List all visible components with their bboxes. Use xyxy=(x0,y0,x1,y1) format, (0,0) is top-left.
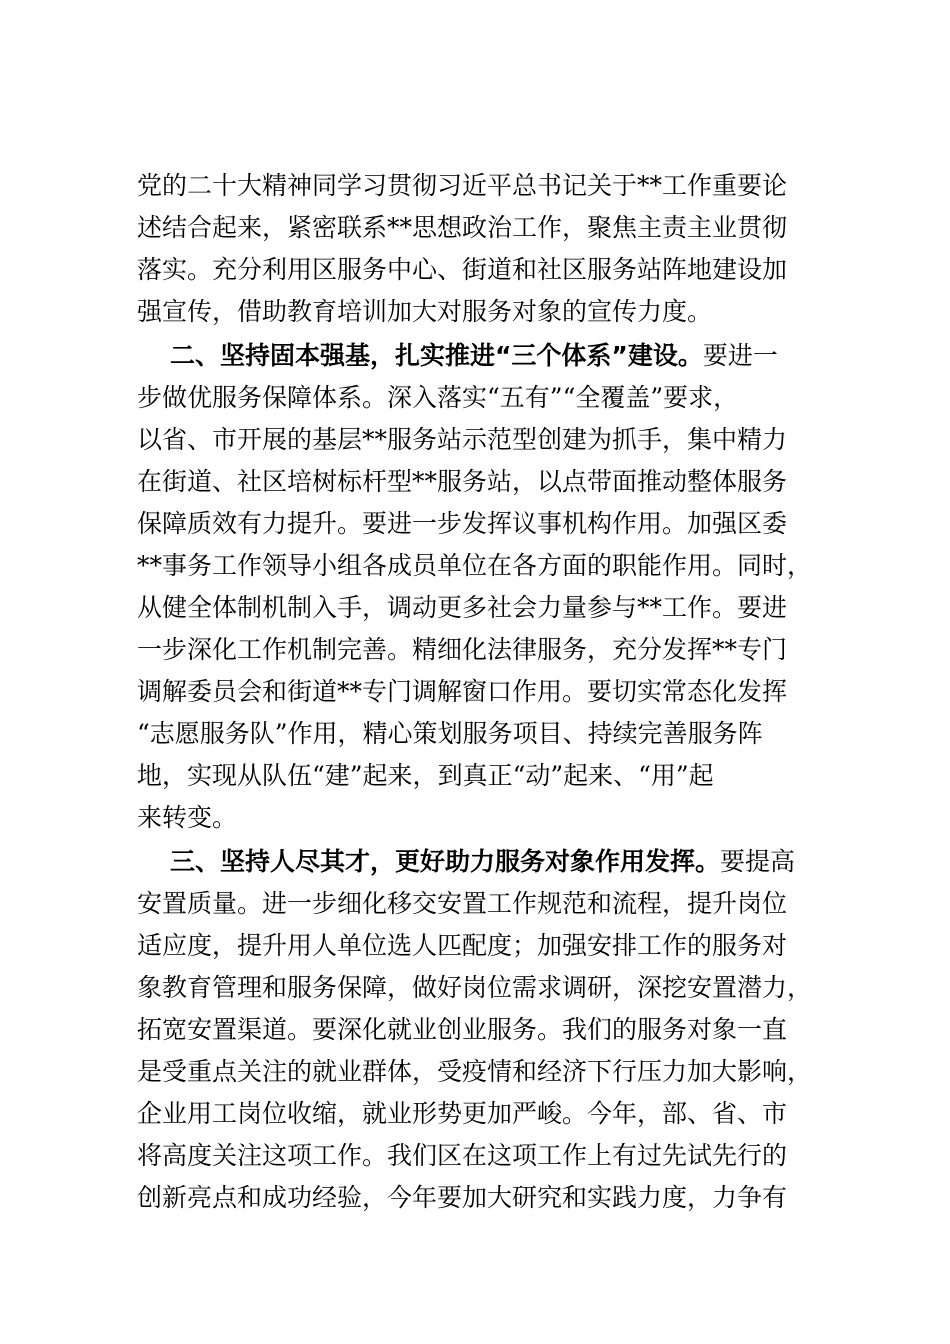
p2-first-line-rest: 要进一 xyxy=(702,341,778,370)
p2-line-2: 步做优服务保障体系。深入落实“五有”“全覆盖”要求， xyxy=(137,383,739,412)
p2-line-12: 来转变。 xyxy=(137,803,238,832)
p2-heading: 二、坚持固本强基，扎实推进“三个体系”建设。 xyxy=(170,341,703,370)
p2-line-3: 以省、市开展的基层**服务站示范型创建为抓手，集中精力 xyxy=(137,425,788,454)
p3-line-9: 创新亮点和成功经验，今年要加大研究和实践力度，力争有 xyxy=(137,1183,788,1212)
p3-line-3: 适应度，提升用人单位选人匹配度；加强安排工作的服务对 xyxy=(137,931,788,960)
p3-line-5: 拓宽安置渠道。要深化就业创业服务。我们的服务对象一直 xyxy=(137,1015,788,1044)
p1-line-2: 述结合起来，紧密联系**思想政治工作，聚焦主责主业贯彻 xyxy=(137,213,788,242)
p1-line-3: 落实。充分利用区服务中心、街道和社区服务站阵地建设加 xyxy=(137,255,788,284)
p2-line-8: 一步深化工作机制完善。精细化法律服务，充分发挥**专门 xyxy=(137,635,788,664)
p3-line-7: 企业用工岗位收缩，就业形势更加严峻。今年，部、省、市 xyxy=(137,1099,788,1128)
p3-line-4: 象教育管理和服务保障，做好岗位需求调研，深挖安置潜力， xyxy=(137,973,813,1002)
p2-first-line xyxy=(170,336,850,376)
p3-line-2: 安置质量。进一步细化移交安置工作规范和流程，提升岗位 xyxy=(137,889,788,918)
p2-line-4: 在街道、社区培树标杆型**服务站，以点带面推动整体服务 xyxy=(137,467,788,496)
p2-line-9: 调解委员会和街道**专门调解窗口作用。要切实常态化发挥 xyxy=(137,677,788,706)
p3-line-6: 是受重点关注的就业群体，受疫情和经济下行压力加大影响， xyxy=(137,1057,813,1086)
p2-line-6: **事务工作领导小组各成员单位在各方面的职能作用。同时， xyxy=(137,551,813,580)
p1-line-4: 强宣传，借助教育培训加大对服务对象的宣传力度。 xyxy=(137,297,713,326)
p3-first-line xyxy=(170,842,850,882)
p3-line-8: 将高度关注这项工作。我们区在这项工作上有过先试先行的 xyxy=(137,1141,788,1170)
p1-line-1: 党的二十大精神同学习贯彻习近平总书记关于**工作重要论 xyxy=(137,171,788,200)
p2-line-7: 从健全体制机制入手，调动更多社会力量参与**工作。要进 xyxy=(137,593,788,622)
p3-heading: 三、坚持人尽其才，更好助力服务对象作用发挥。 xyxy=(170,847,721,876)
p2-line-5: 保障质效有力提升。要进一步发挥议事机构作用。加强区委 xyxy=(137,509,788,538)
p3-first-line-rest: 要提高 xyxy=(720,847,796,876)
p2-line-11: 地，实现从队伍“建”起来，到真正“动”起来、“用”起 xyxy=(137,761,714,790)
p2-line-10: “志愿服务队”作用，精心策划服务项目、持续完善服务阵 xyxy=(137,719,763,748)
